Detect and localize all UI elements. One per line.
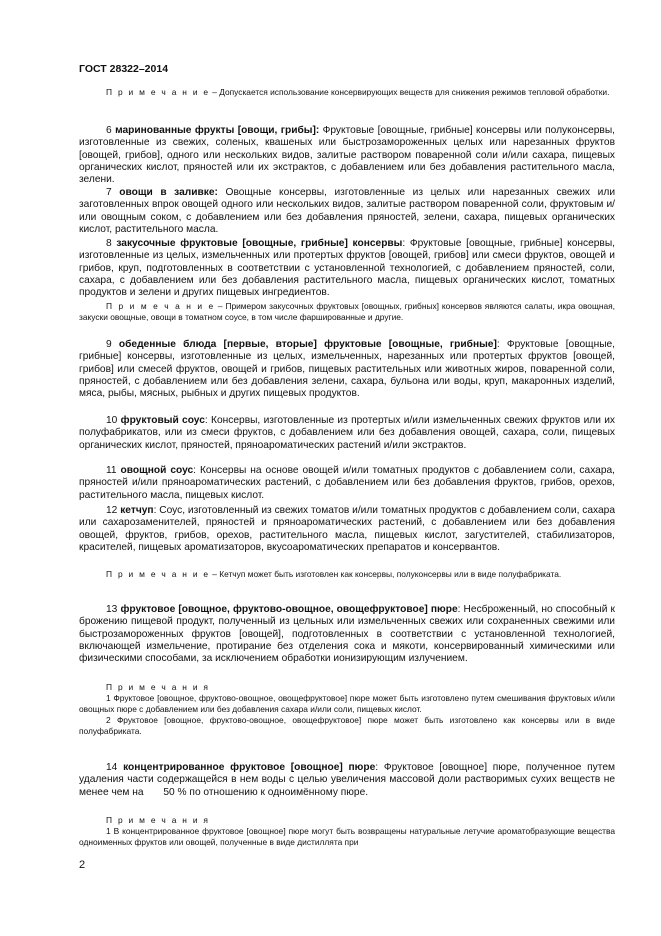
term-9 xyxy=(79,339,615,400)
term-title: овощи в заливке: xyxy=(119,187,218,198)
term-number: 12 xyxy=(106,505,121,516)
notes-label: П р и м е ч а н и я xyxy=(106,682,210,692)
term-number: 7 xyxy=(106,187,120,198)
notes-13 xyxy=(79,682,615,737)
term-12 xyxy=(79,505,615,554)
term-title: закусочные фруктовые [овощные, грибные] консервы xyxy=(116,238,403,249)
note-item: 2 Фруктовое [овощное, фруктово-овощное, овощефруктовое] пюре может быть изготовлено как консервы или в виде полуфабриката. xyxy=(79,715,615,736)
term-number: 14 xyxy=(106,762,124,773)
term-definition: : Фруктовые [овощные, грибные] консервы, изготовленные из целых, измельченных или протертых фруктов [овощей, грибов] или смеси фруктов, овощей и грибов, круп, подготовленных в соответствии с установленной технологией, с добавлением пряностей, соли, сахара, с добавлением или без добавления растительного масла, пищевых органических кислот, томатных продуктов и зелени и других пищевых ингредиентов. xyxy=(79,238,615,299)
term-10 xyxy=(79,415,615,452)
term-8 xyxy=(79,238,615,299)
term-number: 13 xyxy=(106,604,121,615)
note-text: – Кетчуп может быть изготовлен как консервы, полуконсервы или в виде полуфабриката. xyxy=(209,569,562,579)
term-number: 8 xyxy=(106,238,117,249)
term-number: 10 xyxy=(106,415,121,426)
term-number: 11 xyxy=(106,465,121,476)
term-definition: : Фруктовые [овощные, грибные] консервы, изготовленные из целых, измельченных, нарезанных или протертых фруктов [овощей, грибов] или смесей фруктов, овощей и грибов, пищевых растительных или животных жиров, поваренной соли, пряностей, с добавлением или без добавления зелени, сахара, бульона или воды, круп, макаронных изделий, мяса, рыбы, мясных, рыбных и других пищевых продуктов. xyxy=(79,339,616,400)
term-title: фруктовый соус xyxy=(120,415,205,426)
term-number: 6 xyxy=(106,125,116,136)
note-label: П р и м е ч а н и е xyxy=(106,301,215,311)
note-text: – Примером закусочных фруктовых [овощных, грибных] консервов являются салаты, икра овощная, закуски овощные, овощи в томатном соусе, в том числе фаршированные и другие. xyxy=(79,301,616,322)
term-definition: : Консервы на основе овощей и/или томатных продуктов с добавлением соли, сахара, пряностей и/или пряноароматических растений, с добавлением или без добавления фруктов, грибов, орехов, растительного масла, пищевых кислот. xyxy=(79,465,616,501)
term-definition: : Фруктовое [овощное] пюре, полученное путем удаления части содержащейся в нем воды с целью увеличения массовой доли растворимых сухих веществ не менее чем на 50 % по отношению к одноимённому пюре. xyxy=(79,762,618,798)
term-title: овощной соус xyxy=(120,465,194,476)
term-definition: Фруктовые [овощные, грибные] консервы или полуконсервы, изготовленные из свежих, соленых, квашеных или быстрозамороженных целых или нарезанных фруктов [овощей, грибов], одного или нескольких видов, залитые раствором поваренной соли и/или сахара, пищевых органических кислот, пряностей или их экстрактов, с добавлением или без добавления растительного масла, зелени. xyxy=(79,125,615,186)
term-definition: : Соус, изготовленный из свежих томатов и/или томатных продуктов с добавлением соли, сахара или сахарозаменителей, пряностей и пряноароматических растений, с добавлением или без добавления овощей, фруктов, грибов, орехов, растительного масла, пищевых кислот, загустителей, стабилизаторов, красителей, пищевых ароматизаторов, вкусоароматических препаратов и консервантов. xyxy=(79,505,615,553)
term-title: маринованные фрукты [овощи, грибы]: xyxy=(115,125,320,136)
term-6 xyxy=(79,125,615,186)
term-13 xyxy=(79,604,615,665)
notes-14 xyxy=(79,815,615,848)
term-definition: : Несброженный, но способный к брожению пищевой продукт, полученный из цельных или измельченных свежих или сохраненных свежими или быстрозамороженных фруктов [овощей], подготовленных в соответствии с установленной технологией, включающей измельчение, протирание без отделения сока и мякоти, консервированный химическими или физическими способами, за исключением обработки ионизирующим излучением. xyxy=(79,604,615,665)
term-title: фруктовое [овощное, фруктово-овощное, овощефруктовое] пюре xyxy=(120,604,458,615)
note-item: 1 В концентрированное фруктовое [овощное] пюре могут быть возвращены натуральные летучие ароматобразующие вещества одноименных фруктов или овощей, полученные в виде дистиллята при xyxy=(79,826,615,847)
term-title: концентрированное фруктовое [овощное] пюре xyxy=(123,762,376,773)
term-definition: Овощные консервы, изготовленные из целых или нарезанных свежих или заготовленных впрок овощей одного или нескольких видов, залитые раствором поваренной соли, фруктовым и/или овощным соком, с добавлением или без добавления пряностей, зелени, сахара, пищевых органических кислот, растительного масла. xyxy=(79,187,616,235)
note-8 xyxy=(79,301,615,323)
term-title: обеденные блюда [первые, вторые] фруктовые [овощные, грибные] xyxy=(118,339,497,350)
document-header: ГОСТ 28322–2014 xyxy=(79,63,169,75)
note-label: П р и м е ч а н и е xyxy=(106,569,210,579)
term-number: 9 xyxy=(106,339,119,350)
term-definition: : Консервы, изготовленные из протертых и/или измельченных свежих фруктов или их полуфабрикатов, или из смеси фруктов, с добавлением или без добавления овощей, сахара, соли, пищевых органических кислот, пряностей, пряноароматических растений и/или экстрактов. xyxy=(79,415,616,451)
note-item: 1 Фруктовое [овощное, фруктово-овощное, овощефруктовое] пюре может быть изготовлено путем смешивания фруктовых и/или овощных пюре с добавлением или без добавления сахара и/или соли, пищевых кислот. xyxy=(79,693,615,714)
notes-label: П р и м е ч а н и я xyxy=(106,815,210,825)
page-number: 2 xyxy=(79,859,86,871)
note-12 xyxy=(79,569,615,580)
term-14 xyxy=(79,762,618,799)
term-7 xyxy=(79,187,615,236)
note-label: П р и м е ч а н и е xyxy=(106,87,210,97)
note-text: – Допускается использование консервирующих веществ для снижения режимов тепловой обработки. xyxy=(209,87,610,97)
term-title: кетчуп xyxy=(120,505,154,516)
term-11 xyxy=(79,465,615,502)
note-intro xyxy=(79,87,615,98)
